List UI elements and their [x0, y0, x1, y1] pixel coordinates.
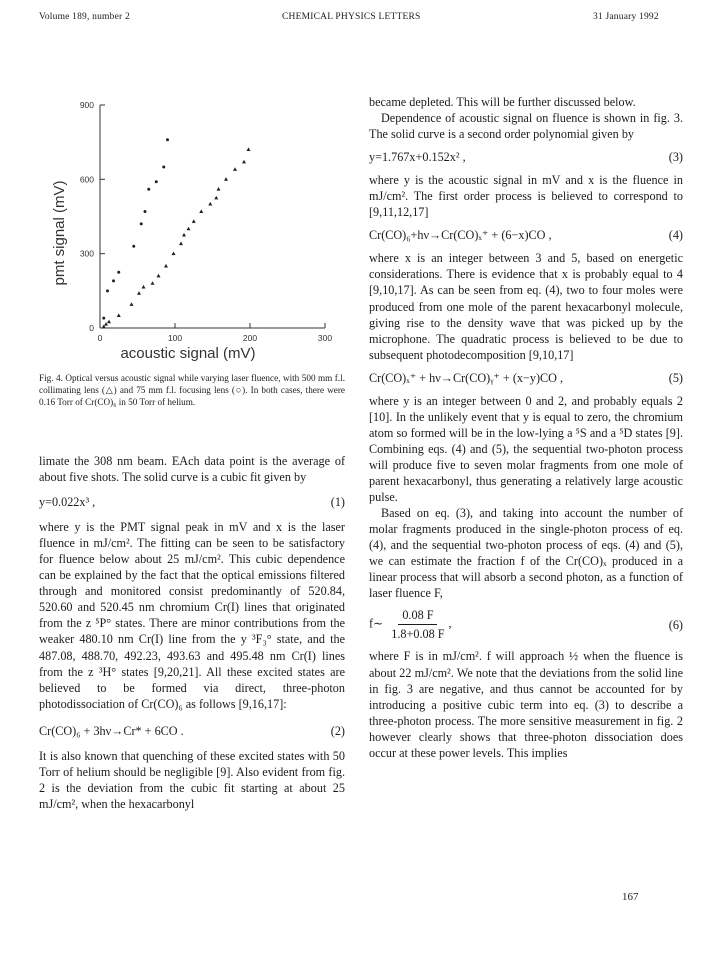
paragraph: It is also known that quenching of these excited states with 50 Torr of helium should be negligible [9]. Also evident from fig. 2 is the deviation from the cubic fit starting at about 25 mJ/cm², when the hexacarbonyl	[39, 748, 345, 811]
data-point-circle	[106, 289, 109, 292]
y-tick-label: 300	[79, 248, 94, 259]
running-header-journal: CHEMICAL PHYSICS LETTERS	[282, 12, 421, 22]
data-point-triangle	[179, 242, 183, 246]
fraction-numerator: 0.08 F	[398, 607, 437, 625]
data-point-triangle	[214, 196, 218, 200]
paragraph: became depleted. This will be further discussed below.	[369, 95, 636, 109]
data-point-circle	[166, 138, 169, 141]
data-point-triangle	[137, 291, 141, 295]
equation-6	[369, 607, 683, 642]
fraction-denominator: 1.8+0.08 F	[391, 627, 445, 642]
paragraph: where F is in mJ/cm². f will approach ½ when the fluence is about 22 mJ/cm². We note that the deviations from the solid line in fig. 3 are negative, and thus cannot be accounted for by introducing a positive cubic term into eq. (3) to describe a three-photon process. The more sensitive measurement in fig. 2 however clearly shows that three-photon dissociation does occur at these power levels. This implies	[369, 649, 683, 760]
equation-number: (1)	[330, 495, 345, 510]
data-point-triangle	[130, 302, 134, 306]
data-point-circle	[140, 222, 143, 225]
running-header-date: 31 January 1992	[593, 12, 659, 22]
y-axis-label: pmt signal (mV)	[51, 180, 68, 286]
paragraph: where y is an integer between 0 and 2, and probably equals 2 [10]. In the unlikely event that y is equal to zero, the chromium atom so formed will be in the low-lying a ⁵S and a ⁵D states [9]. Combining eqs. (4) and (5), the sequential two-photon process will produce five to seven molar fragments from one mole of parent hexacarbonyl, thus generating a relatively large acoustic pulse.	[369, 393, 683, 505]
data-point-triangle	[208, 202, 212, 206]
fraction	[387, 607, 448, 642]
data-point-circle	[155, 180, 158, 183]
data-point-triangle	[157, 274, 161, 278]
y-tick-label: 0	[89, 323, 94, 333]
equation-tail: ,	[448, 616, 452, 631]
data-point-circle	[144, 210, 147, 213]
paragraph: Based on eq. (3), and taking into account the number of molar fragments produced in the single-photon process of eq. (4), and the sequential two-photon process of eqs. (4) and (5), we can estimate the fraction f of the Cr(CO)ₓ produced in a linear process that will absorb a second photon, as a function of laser fluence F,	[369, 506, 683, 601]
data-point-triangle	[199, 209, 203, 213]
x-tick-label: 100	[167, 333, 183, 343]
data-point-triangle	[192, 219, 196, 223]
x-axis-label: acoustic signal (mV)	[120, 345, 256, 362]
paragraph: Dependence of acoustic signal on fluence is shown in fig. 3. The solid curve is a second order polynomial given by	[369, 111, 683, 142]
paragraph: where y is the acoustic signal in mV and x is the fluence in mJ/cm². The first order process is believed to correspond to [9,11,12,17]	[369, 173, 683, 220]
left-column	[39, 453, 345, 812]
data-point-circle	[102, 317, 105, 320]
equation-text: Cr(CO)₆+hν→Cr(CO)ₓ⁺ + (6−x)CO ,	[369, 228, 552, 243]
x-tick-label: 0	[97, 333, 103, 343]
equation-number: (4)	[668, 228, 683, 243]
equation-number: (5)	[668, 370, 683, 385]
data-point-triangle	[117, 313, 121, 317]
data-point-triangle	[107, 320, 111, 324]
figure-4-scatter-plot	[40, 88, 340, 368]
equation-number: (6)	[668, 617, 683, 632]
data-point-triangle	[247, 147, 251, 151]
equation-text	[369, 607, 452, 642]
data-point-triangle	[182, 233, 186, 237]
paragraph: where x is an integer between 3 and 5, based on energetic considerations. There is evidence that x is probably equal to 4 [9,10,17]. As can be seen from eq. (4), two to four moles were produced from one mole of the parent hexacarbonyl molecule, giving rise to the density wave that was picked up by the microphone. The quadratic process is believed to be due to subsequent photodecomposition [9,10,17]	[369, 251, 683, 362]
equation-text: y=1.767x+0.152x² ,	[369, 150, 466, 165]
data-point-circle	[117, 271, 120, 274]
data-point-triangle	[217, 187, 221, 191]
equation-text: Cr(CO)₆ + 3hν→Cr* + 6CO .	[39, 723, 184, 738]
paragraph: where y is the PMT signal peak in mV and x is the laser fluence in mJ/cm². The fitting can be seen to be satisfactory for fluence below about 25 mJ/cm². This cubic dependence can be explained by the fact that the optical emissions filtered through and monitored consist predominantly of 520.84, 520.60 and 520.45 nm chromium Cr(I) lines that originated from the z ⁵P° states. There are minor contributions from the weaker 480.10 nm Cr(I) line from the y ³F₃° state, and the 487.08, 488.70, 492.23, 493.63 and 495.48 nm Cr(I) lines from the z ³H° states [9,20,21]. All these excited states are believed to be formed via direct, three-photon photodissociation of Cr(CO)₆ as follows [9,16,17]:	[39, 520, 345, 711]
equation-lhs: f∼	[369, 616, 384, 631]
data-point-circle	[132, 245, 135, 248]
equation-4	[369, 227, 683, 243]
chart-marks	[102, 138, 251, 328]
data-point-circle	[112, 279, 115, 282]
data-point-circle	[147, 188, 150, 191]
running-header-volume: Volume 189, number 2	[39, 12, 130, 22]
chart-axes	[80, 100, 333, 343]
data-point-triangle	[151, 281, 155, 285]
equation-text: Cr(CO)ₓ⁺ + hν→Cr(CO)ᵧ⁺ + (x−y)CO ,	[369, 370, 564, 385]
data-point-triangle	[187, 227, 191, 231]
paragraph: limate the 308 nm beam. EAch data point is the average of about five shots. The solid curve is a cubic fit given by	[39, 454, 345, 485]
data-point-triangle	[242, 160, 246, 164]
data-point-triangle	[142, 285, 146, 289]
equation-number: (3)	[668, 150, 683, 165]
y-tick-label: 900	[79, 100, 94, 110]
figure-caption: Fig. 4. Optical versus acoustic signal while varying laser fluence, with 500 mm f.l. collimating lens (△) and 75 mm f.l. focusing lens (○). In both cases, there were 0.16 Torr of Cr(CO)₆ in 50 Torr of helium.	[39, 373, 345, 408]
equation-2	[39, 723, 345, 739]
equation-number: (2)	[330, 723, 345, 738]
right-column	[369, 94, 683, 761]
equation-text: y=0.022x³ ,	[39, 495, 96, 510]
y-tick-label: 600	[79, 174, 94, 185]
data-point-triangle	[224, 177, 228, 181]
page-number: 167	[622, 891, 639, 903]
x-tick-label: 300	[317, 333, 333, 343]
equation-1	[39, 494, 345, 510]
data-point-triangle	[164, 264, 168, 268]
equation-3	[369, 149, 683, 165]
data-point-triangle	[172, 251, 176, 255]
data-point-circle	[162, 165, 165, 168]
equation-5	[369, 370, 683, 386]
data-point-triangle	[233, 167, 237, 171]
x-tick-label: 200	[242, 333, 258, 343]
